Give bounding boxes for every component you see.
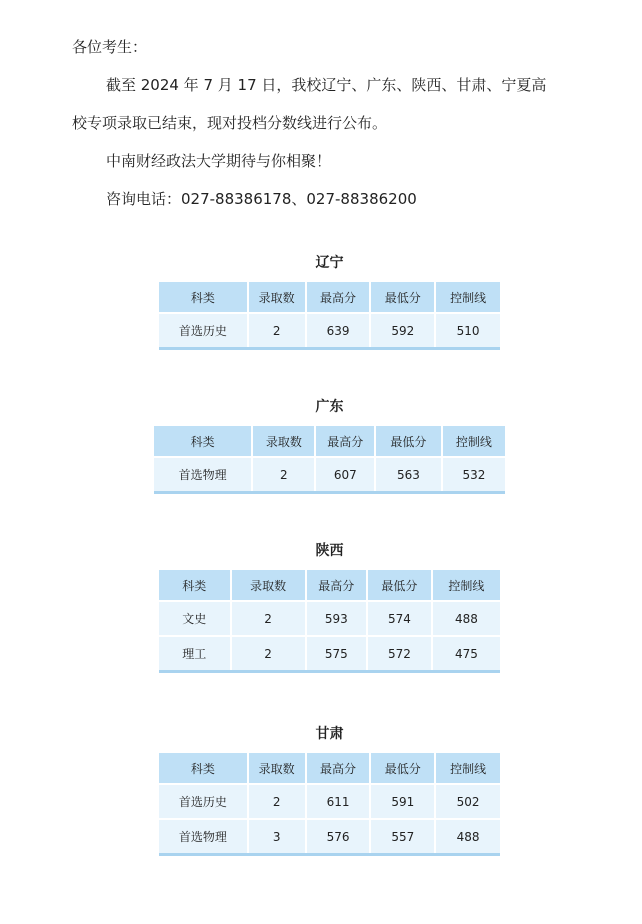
column-header-max-score: 最高分 bbox=[306, 282, 371, 313]
region-title: 广东 bbox=[315, 399, 344, 415]
cell-admitted: 2 bbox=[252, 457, 315, 493]
table-header-row bbox=[159, 753, 500, 784]
table-row bbox=[159, 819, 500, 855]
cell-subject: 首选历史 bbox=[159, 313, 248, 349]
column-header-admitted: 录取数 bbox=[248, 753, 306, 784]
column-header-admitted: 录取数 bbox=[248, 282, 306, 313]
table-row bbox=[159, 636, 500, 672]
column-header-admitted: 录取数 bbox=[252, 426, 315, 457]
column-header-max-score: 最高分 bbox=[306, 753, 371, 784]
cell-control-line: 502 bbox=[435, 784, 500, 819]
greeting: 各位考生： bbox=[72, 38, 148, 56]
column-header-min-score: 最低分 bbox=[367, 570, 432, 601]
cell-max-score: 611 bbox=[306, 784, 371, 819]
cell-max-score: 593 bbox=[306, 601, 367, 636]
cell-control-line: 510 bbox=[435, 313, 500, 349]
table-row bbox=[159, 784, 500, 819]
cell-max-score: 575 bbox=[306, 636, 367, 672]
score-table bbox=[159, 570, 500, 673]
column-header-control-line: 控制线 bbox=[435, 282, 500, 313]
cell-min-score: 592 bbox=[370, 313, 435, 349]
notice-body-line-1: 截至 2024 年 7 月 17 日，我校辽宁、广东、陕西、甘肃、宁夏高 bbox=[106, 76, 547, 94]
cell-min-score: 572 bbox=[367, 636, 432, 672]
cell-min-score: 574 bbox=[367, 601, 432, 636]
cell-max-score: 639 bbox=[306, 313, 371, 349]
column-header-subject: 科类 bbox=[154, 426, 252, 457]
column-header-min-score: 最低分 bbox=[375, 426, 442, 457]
cell-admitted: 2 bbox=[248, 784, 306, 819]
cell-min-score: 563 bbox=[375, 457, 442, 493]
column-header-min-score: 最低分 bbox=[370, 753, 435, 784]
cell-admitted: 2 bbox=[231, 601, 306, 636]
region-shaanxi bbox=[159, 540, 500, 673]
cell-subject: 理工 bbox=[159, 636, 231, 672]
column-header-max-score: 最高分 bbox=[306, 570, 367, 601]
cell-control-line: 532 bbox=[442, 457, 505, 493]
table-row bbox=[154, 457, 505, 493]
region-gansu bbox=[159, 723, 500, 856]
table-header-row bbox=[159, 282, 500, 313]
column-header-control-line: 控制线 bbox=[435, 753, 500, 784]
cell-max-score: 576 bbox=[306, 819, 371, 855]
column-header-max-score: 最高分 bbox=[315, 426, 375, 457]
cell-control-line: 488 bbox=[432, 601, 500, 636]
table-header-row bbox=[159, 570, 500, 601]
contact-phone: 咨询电话：027-88386178、027-88386200 bbox=[106, 190, 417, 208]
region-guangdong bbox=[154, 396, 505, 494]
cell-subject: 文史 bbox=[159, 601, 231, 636]
score-table bbox=[159, 282, 500, 350]
cell-control-line: 488 bbox=[435, 819, 500, 855]
cell-admitted: 2 bbox=[248, 313, 306, 349]
column-header-subject: 科类 bbox=[159, 570, 231, 601]
cell-subject: 首选物理 bbox=[154, 457, 252, 493]
column-header-subject: 科类 bbox=[159, 282, 248, 313]
cell-subject: 首选历史 bbox=[159, 784, 248, 819]
region-title: 辽宁 bbox=[315, 255, 344, 271]
table-row bbox=[159, 601, 500, 636]
cell-min-score: 557 bbox=[370, 819, 435, 855]
notice-text bbox=[72, 34, 602, 224]
region-title: 陕西 bbox=[315, 543, 344, 559]
cell-control-line: 475 bbox=[432, 636, 500, 672]
cell-max-score: 607 bbox=[315, 457, 375, 493]
cell-subject: 首选物理 bbox=[159, 819, 248, 855]
cell-admitted: 2 bbox=[231, 636, 306, 672]
column-header-control-line: 控制线 bbox=[442, 426, 505, 457]
region-liaoning bbox=[159, 252, 500, 350]
closing-wish: 中南财经政法大学期待与你相聚！ bbox=[106, 152, 332, 170]
table-row bbox=[159, 313, 500, 349]
column-header-control-line: 控制线 bbox=[432, 570, 500, 601]
column-header-min-score: 最低分 bbox=[370, 282, 435, 313]
cell-min-score: 591 bbox=[370, 784, 435, 819]
table-header-row bbox=[154, 426, 505, 457]
score-table bbox=[154, 426, 505, 494]
cell-admitted: 3 bbox=[248, 819, 306, 855]
column-header-admitted: 录取数 bbox=[231, 570, 306, 601]
score-table bbox=[159, 753, 500, 856]
notice-body-line-2: 校专项录取已结束，现对投档分数线进行公布。 bbox=[72, 114, 388, 132]
column-header-subject: 科类 bbox=[159, 753, 248, 784]
region-title: 甘肃 bbox=[315, 726, 344, 742]
